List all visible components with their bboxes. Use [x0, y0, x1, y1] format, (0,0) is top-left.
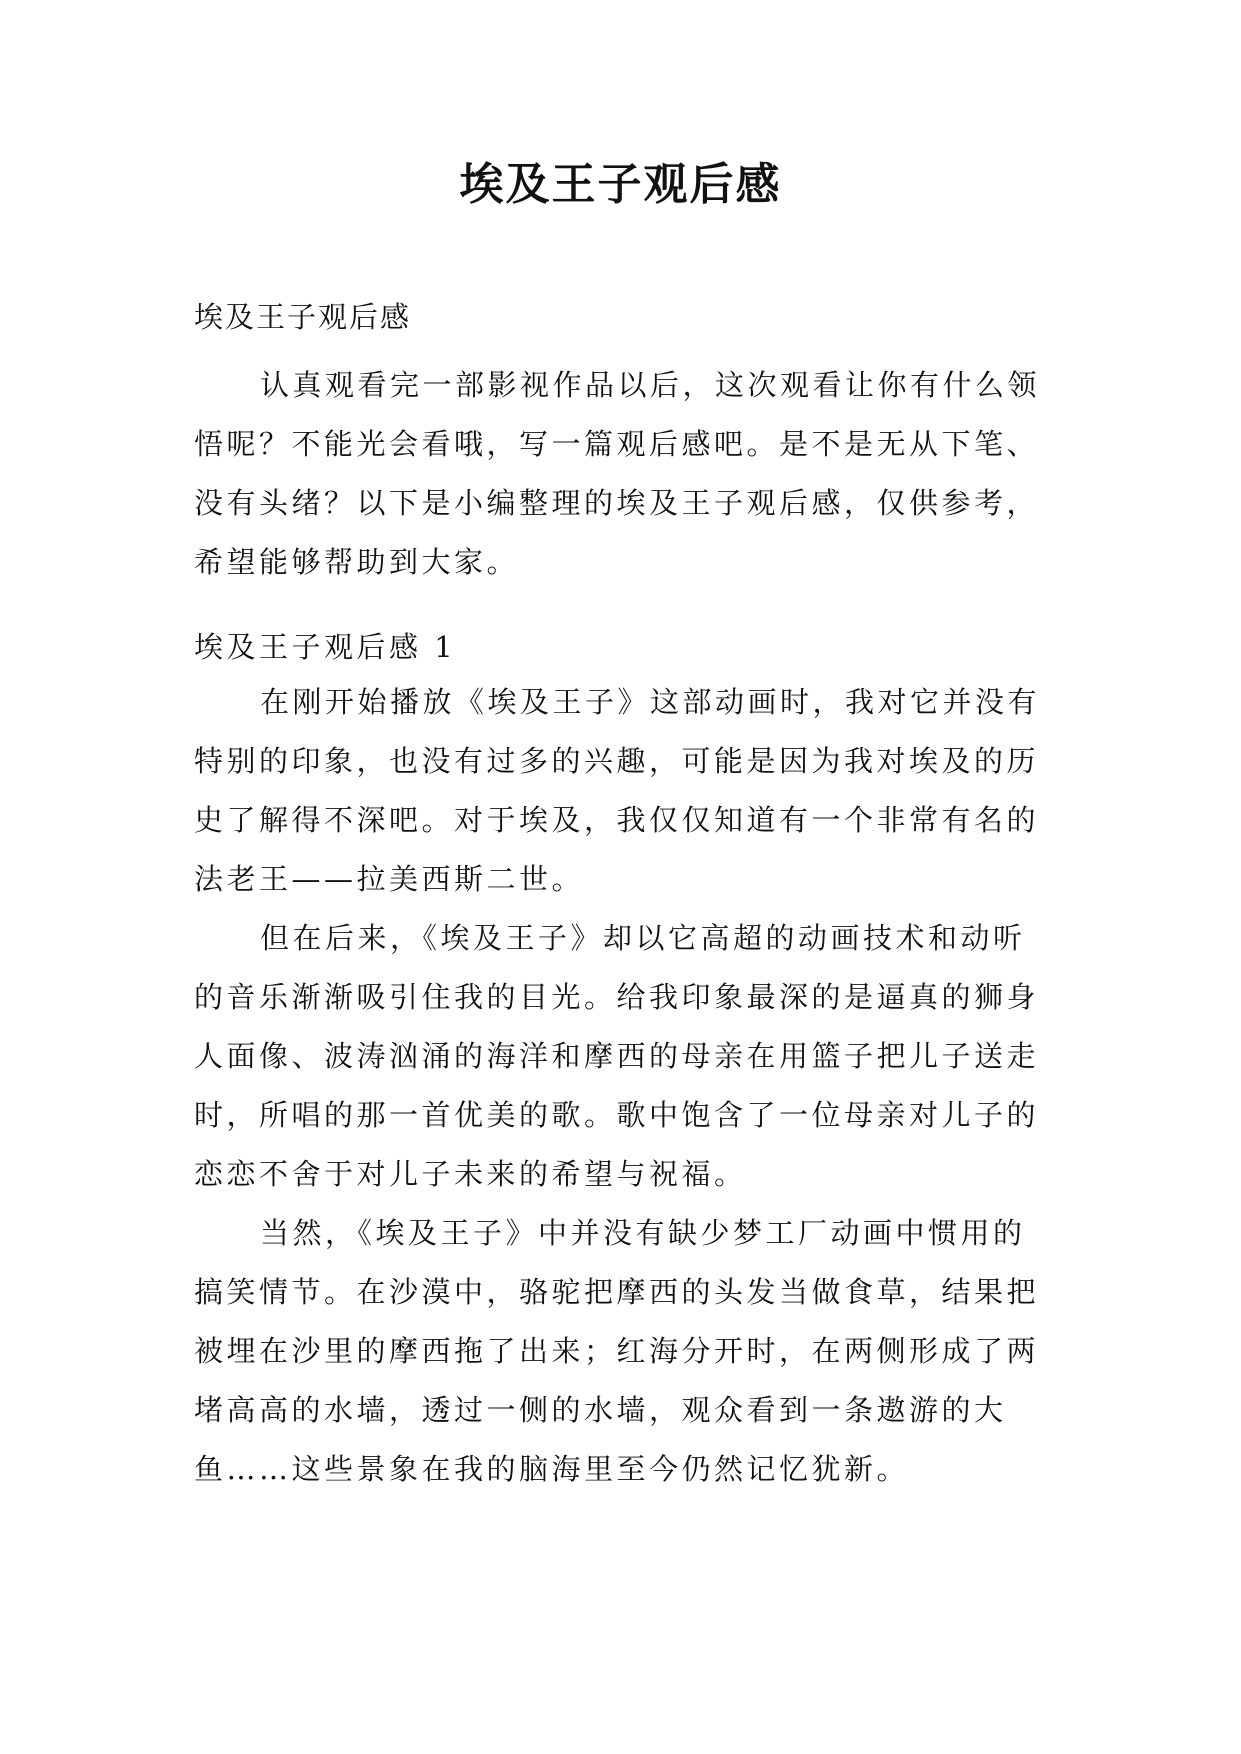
section-heading-text: 埃及王子观后感 1: [194, 630, 457, 664]
paragraph-line: 在刚开始播放《埃及王子》这部动画时，我对它并没有: [260, 685, 1041, 719]
paragraph-line: 法老王——拉美西斯二世。: [194, 862, 585, 896]
paragraph-line: 的音乐渐渐吸引住我的目光。给我印象最深的是逼真的狮身: [194, 980, 1040, 1014]
document-title: 埃及王子观后感: [459, 159, 782, 210]
paragraph-line: 但在后来，《埃及王子》却以它高超的动画技术和动听: [260, 921, 1026, 955]
section-heading: [194, 618, 1054, 677]
paragraph-line: 搞笑情节。在沙漠中，骆驼把摩西的头发当做食草，结果把: [194, 1275, 1040, 1309]
document-subtitle: 埃及王子观后感: [194, 300, 412, 334]
paragraph-line: 时，所唱的那一首优美的歌。歌中饱含了一位母亲对儿子的: [194, 1098, 1040, 1132]
intro-line: 没有头绪？以下是小编整理的埃及王子观后感，仅供参考，: [194, 486, 1040, 520]
intro-line: 认真观看完一部影视作品以后，这次观看让你有什么领: [260, 368, 1041, 402]
intro-line: 希望能够帮助到大家。: [194, 545, 520, 579]
paragraph-line: 被埋在沙里的摩西拖了出来；红海分开时，在两侧形成了两: [194, 1334, 1040, 1368]
paragraph-2: [194, 909, 1054, 1204]
paragraph-line: 人面像、波涛汹涌的海洋和摩西的母亲在用篮子把儿子送走: [194, 1039, 1040, 1073]
intro-paragraph: [194, 356, 1054, 592]
paragraph-line: 恋恋不舍于对儿子未来的希望与祝福。: [194, 1157, 747, 1191]
paragraph-line: 堵高高的水墙，透过一侧的水墙，观众看到一条遨游的大: [194, 1393, 1007, 1427]
paragraph-line: 史了解得不深吧。对于埃及，我仅仅知道有一个非常有名的: [194, 803, 1040, 837]
paragraph-line: 当然，《埃及王子》中并没有缺少梦工厂动画中惯用的: [260, 1216, 1026, 1250]
paragraph-line: 特别的印象，也没有过多的兴趣，可能是因为我对埃及的历: [194, 744, 1040, 778]
paragraph-1: [194, 673, 1054, 909]
intro-line: 悟呢？不能光会看哦，写一篇观后感吧。是不是无从下笔、: [194, 427, 1040, 461]
paragraph-line: 鱼……这些景象在我的脑海里至今仍然记忆犹新。: [194, 1452, 910, 1486]
paragraph-3: [194, 1204, 1054, 1499]
